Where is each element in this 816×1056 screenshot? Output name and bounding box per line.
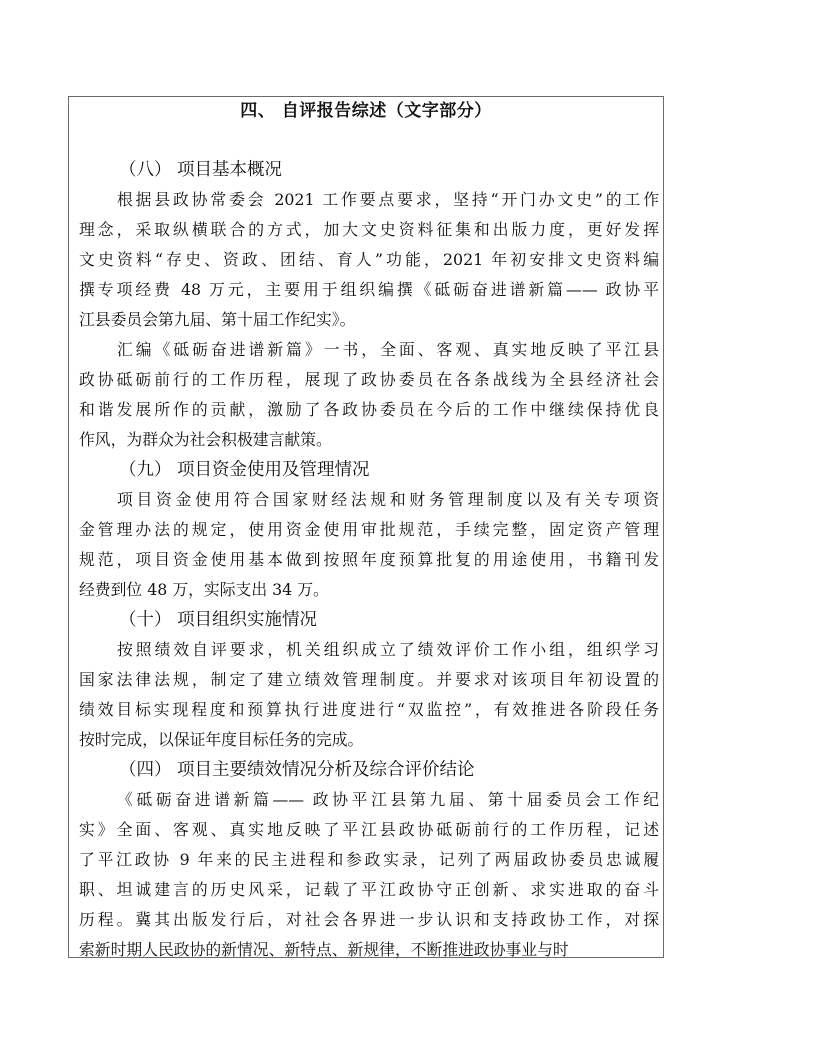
paragraph-line: 作风，为群众为社会积极建言献策。	[79, 430, 332, 449]
paragraph-line: 撰专项经费 48 万元，主要用于组织编撰《砥砺奋进谱新篇—— 政协平	[79, 280, 659, 299]
section-performance-analysis	[79, 755, 659, 965]
paragraph-line: 理念，采取纵横联合的方式，加大文史资料征集和出版力度，更好发挥	[79, 220, 659, 239]
paragraph-line: 职、坦诚建言的历史风采，记载了平江政协守正创新、求实进取的奋斗	[79, 880, 659, 899]
paragraph-line: 根据县政协常委会 2021 工作要点要求，坚持“开门办文史”的工作	[117, 190, 659, 209]
body-paragraph	[79, 485, 659, 605]
section-heading: （九） 项目资金使用及管理情况	[119, 460, 370, 480]
paragraph-line: 国家法律法规，制定了建立绩效管理制度。并要求对该项目年初设置的	[79, 670, 659, 689]
paragraph-line: 《砥砺奋进谱新篇—— 政协平江县第九届、第十届委员会工作纪	[117, 790, 659, 809]
report-title: 四、 自评报告综述（文字部分）	[240, 101, 492, 121]
paragraph-line: 实》全面、客观、真实地反映了平江县政协砥砺前行的工作历程，记述	[79, 820, 659, 839]
section-heading: （十） 项目组织实施情况	[119, 610, 318, 630]
paragraph-line: 索新时期人民政协的新情况、新特点、新规律，不断推进政协事业与时	[79, 940, 569, 959]
paragraph-line: 汇编《砥砺奋进谱新篇》一书，全面、客观、真实地反映了平江县	[117, 340, 659, 359]
paragraph-line: 金管理办法的规定，使用资金使用审批规范，手续完整，固定资产管理	[79, 520, 659, 539]
paragraph-line: 政协砥砺前行的工作历程，展现了政协委员在各条战线为全县经济社会	[79, 370, 659, 389]
paragraph-line: 按时完成，以保证年度目标任务的完成。	[79, 730, 364, 749]
paragraph-line: 按照绩效自评要求，机关组织成立了绩效评价工作小组，组织学习	[117, 640, 659, 659]
paragraph-line: 历程。冀其出版发行后，对社会各界进一步认识和支持政协工作，对探	[79, 910, 659, 929]
report-summary-box	[68, 96, 664, 958]
body-paragraph	[79, 785, 659, 965]
body-paragraph	[79, 335, 659, 455]
section-implementation	[79, 605, 659, 755]
section-basic-overview	[79, 155, 659, 455]
paragraph-line: 江县委员会第九届、第十届工作纪实》。	[79, 310, 356, 329]
paragraph-line: 和谐发展所作的贡献，激励了各政协委员在今后的工作中继续保持优良	[79, 400, 659, 419]
paragraph-line: 了平江政协 9 年来的民主进程和参政实录，记列了两届政协委员忠诚履	[79, 850, 659, 869]
section-heading: （四） 项目主要绩效情况分析及综合评价结论	[119, 760, 475, 780]
section-funds-management	[79, 455, 659, 605]
paragraph-line: 经费到位 48 万，实际支出 34 万。	[79, 580, 329, 599]
body-paragraph	[79, 185, 659, 335]
paragraph-line: 项目资金使用符合国家财经法规和财务管理制度以及有关专项资	[117, 490, 659, 509]
paragraph-line: 规范，项目资金使用基本做到按照年度预算批复的用途使用，书籍刊发	[79, 550, 659, 569]
report-content	[79, 155, 659, 965]
paragraph-line: 文史资料“存史、资政、团结、育人”功能，2021 年初安排文史资料编	[79, 250, 659, 269]
section-heading: （八） 项目基本概况	[119, 160, 283, 180]
body-paragraph	[79, 635, 659, 755]
paragraph-line: 绩效目标实现程度和预算执行进度进行“双监控”，有效推进各阶段任务	[79, 700, 659, 719]
